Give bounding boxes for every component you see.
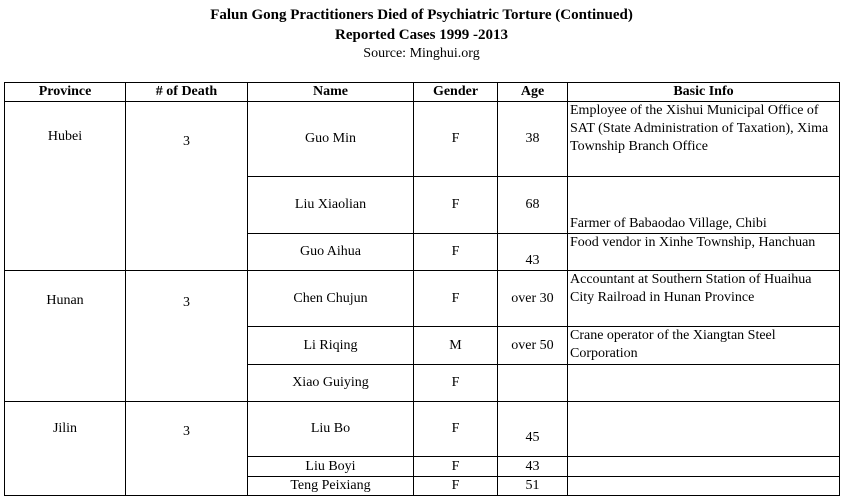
- age-cell: 45: [498, 402, 568, 457]
- name-cell: Guo Aihua: [248, 234, 414, 271]
- name-cell: Guo Min: [248, 102, 414, 177]
- name-cell: Liu Boyi: [248, 457, 414, 477]
- table-row: [5, 102, 840, 177]
- gender-cell: F: [414, 177, 498, 234]
- col-header-basic-info: Basic Info: [568, 83, 840, 102]
- basic-info-cell: Employee of the Xishui Municipal Office of SAT (State Administration of Taxation), Xima Township Branch Office: [568, 102, 840, 177]
- death-count-cell: 3: [126, 271, 248, 402]
- gender-cell: F: [414, 234, 498, 271]
- death-count-cell: 3: [126, 402, 248, 496]
- source-line: Source: Minghui.org: [363, 46, 480, 61]
- name-cell: Li Riqing: [248, 327, 414, 365]
- col-header-gender: Gender: [414, 83, 498, 102]
- basic-info-cell: Crane operator of the Xiangtan Steel Corporation: [568, 327, 840, 365]
- col-header-age: Age: [498, 83, 568, 102]
- age-cell: 38: [498, 102, 568, 177]
- gender-cell: F: [414, 402, 498, 457]
- province-cell: Jilin: [5, 402, 126, 496]
- table-row: [5, 402, 840, 457]
- age-cell: 51: [498, 477, 568, 496]
- basic-info-cell: Accountant at Southern Station of Huaihua City Railroad in Hunan Province: [568, 271, 840, 327]
- death-count-cell: 3: [126, 102, 248, 271]
- basic-info-cell: Food vendor in Xinhe Township, Hanchuan: [568, 234, 840, 271]
- gender-cell: F: [414, 271, 498, 327]
- page-title: Falun Gong Practitioners Died of Psychiatric Torture (Continued): [210, 7, 633, 23]
- basic-info-cell: Farmer of Babaodao Village, Chibi: [568, 177, 840, 234]
- age-cell: [498, 365, 568, 402]
- age-cell: 43: [498, 234, 568, 271]
- gender-cell: F: [414, 457, 498, 477]
- name-cell: Liu Xiaolian: [248, 177, 414, 234]
- name-cell: Xiao Guiying: [248, 365, 414, 402]
- col-header-deaths: # of Death: [126, 83, 248, 102]
- gender-cell: F: [414, 102, 498, 177]
- basic-info-cell: [568, 477, 840, 496]
- col-header-province: Province: [5, 83, 126, 102]
- basic-info-cell: [568, 457, 840, 477]
- age-cell: over 30: [498, 271, 568, 327]
- gender-cell: F: [414, 365, 498, 402]
- page-subtitle: Reported Cases 1999 -2013: [335, 27, 508, 43]
- deaths-table: [4, 82, 840, 496]
- age-cell: 43: [498, 457, 568, 477]
- basic-info-cell: [568, 365, 840, 402]
- gender-cell: M: [414, 327, 498, 365]
- province-cell: Hunan: [5, 271, 126, 402]
- col-header-name: Name: [248, 83, 414, 102]
- table-header-row: [5, 83, 840, 102]
- age-cell: over 50: [498, 327, 568, 365]
- name-cell: Chen Chujun: [248, 271, 414, 327]
- gender-cell: F: [414, 477, 498, 496]
- name-cell: Teng Peixiang: [248, 477, 414, 496]
- name-cell: Liu Bo: [248, 402, 414, 457]
- basic-info-cell: [568, 402, 840, 457]
- province-cell: Hubei: [5, 102, 126, 271]
- table-row: [5, 271, 840, 327]
- age-cell: 68: [498, 177, 568, 234]
